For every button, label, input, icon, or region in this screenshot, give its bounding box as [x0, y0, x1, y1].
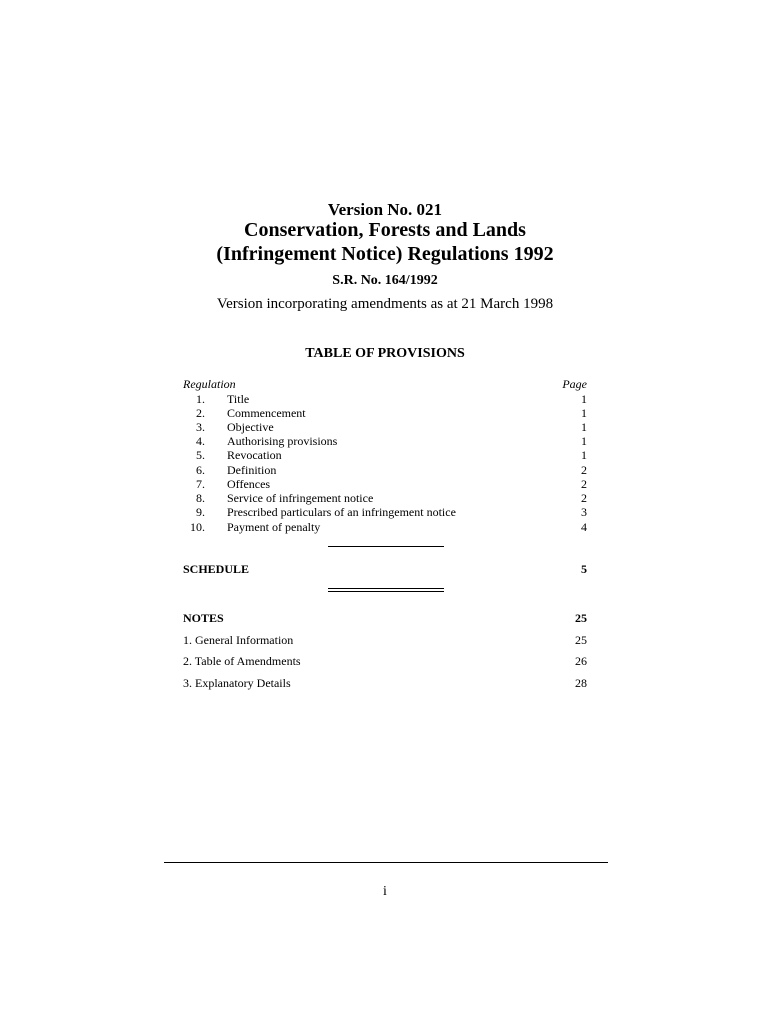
note-item-page: 26: [575, 654, 587, 668]
toc-item-number: 3.: [196, 420, 205, 434]
toc-item-title: Service of infringement notice: [227, 491, 374, 505]
toc-item-title: Revocation: [227, 448, 282, 462]
toc-item[interactable]: [183, 491, 587, 505]
schedule-page: 5: [581, 562, 587, 576]
double-divider: [328, 588, 444, 592]
toc-item-page: 2: [581, 491, 587, 505]
toc-item-number: 10.: [190, 520, 205, 534]
toc-item-number: 9.: [196, 505, 205, 519]
sr-number: S.R. No. 164/1992: [332, 273, 438, 288]
toc-item-page: 1: [581, 392, 587, 406]
toc-item-page: 4: [581, 520, 587, 534]
toc-item-page: 3: [581, 505, 587, 519]
toc-item[interactable]: [183, 505, 587, 519]
toc-item-page: 1: [581, 420, 587, 434]
toc-item-page: 2: [581, 477, 587, 491]
section-divider: [328, 546, 444, 547]
toc-item-title: Definition: [227, 463, 277, 477]
regulation-column-label: Regulation: [183, 377, 236, 391]
toc-item-page: 1: [581, 434, 587, 448]
note-item-title: 1. General Information: [183, 633, 294, 647]
note-item-title: 3. Explanatory Details: [183, 676, 291, 690]
notes-page: 25: [575, 611, 587, 625]
toc-item[interactable]: [183, 448, 587, 462]
note-item-page: 28: [575, 676, 587, 690]
version-subtitle: Version incorporating amendments as at 21 March 1998: [216, 296, 554, 312]
page-column-label: Page: [562, 377, 587, 391]
schedule-label[interactable]: SCHEDULE: [183, 562, 250, 576]
toc-item-title: Objective: [227, 420, 274, 434]
toc-item[interactable]: [183, 520, 587, 534]
page-number: i: [383, 884, 387, 899]
note-item-page: 25: [575, 633, 587, 647]
document-title-line-2: (Infringement Notice) Regulations 1992: [216, 243, 554, 265]
toc-item-title: Title: [227, 392, 250, 406]
toc-item-number: 1.: [196, 392, 205, 406]
toc-item-page: 2: [581, 463, 587, 477]
note-item-title: 2. Table of Amendments: [183, 654, 301, 668]
toc-item-number: 4.: [196, 434, 205, 448]
toc-item[interactable]: [183, 406, 587, 420]
toc-item-title: Authorising provisions: [227, 434, 338, 448]
toc-item-number: 5.: [196, 448, 205, 462]
footer-rule: [164, 862, 608, 863]
toc-item-number: 6.: [196, 463, 205, 477]
toc-item-title: Payment of penalty: [227, 520, 321, 534]
document-title-line-1: Conservation, Forests and Lands: [244, 219, 526, 241]
toc-item-title: Prescribed particulars of an infringement notice: [227, 505, 456, 519]
toc-item-page: 1: [581, 448, 587, 462]
toc-item[interactable]: [183, 477, 587, 491]
toc-item-number: 8.: [196, 491, 205, 505]
toc-item-page: 1: [581, 406, 587, 420]
toc-heading: TABLE OF PROVISIONS: [305, 346, 465, 361]
toc-item[interactable]: [183, 434, 587, 448]
version-number: Version No. 021: [327, 200, 443, 219]
toc-item[interactable]: [183, 420, 587, 434]
toc-item[interactable]: [183, 392, 587, 406]
toc-item-number: 2.: [196, 406, 205, 420]
toc-item-number: 7.: [196, 477, 205, 491]
toc-item-title: Offences: [227, 477, 271, 491]
notes-label[interactable]: NOTES: [183, 611, 224, 625]
toc-item[interactable]: [183, 463, 587, 477]
toc-item-title: Commencement: [227, 406, 306, 420]
